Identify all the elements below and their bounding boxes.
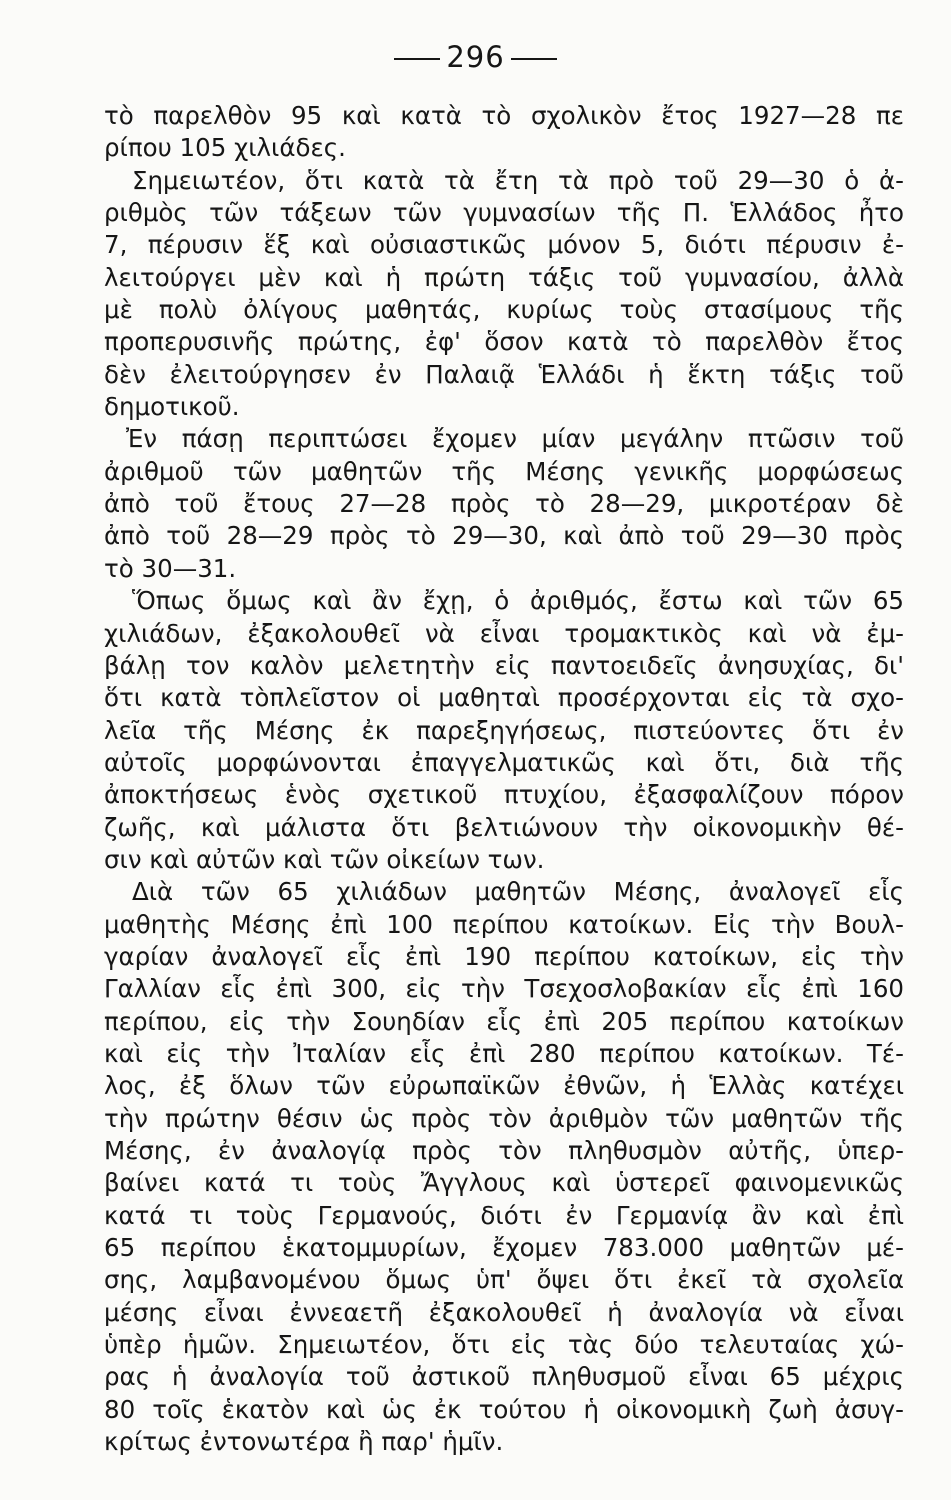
- text-line: ρας ἡ ἀναλογία τοῦ ἀστικοῦ πληθυσμοῦ εἶναι 65 μέχρις: [104, 1362, 904, 1392]
- text-line: 80 τοῖς ἑκατὸν καὶ ὡς ἐκ τούτου ἡ οἰκονομικὴ ζωὴ ἀσυγ-: [104, 1394, 904, 1424]
- text-line: λειτούργει μὲν καὶ ἡ πρώτη τάξις τοῦ γυμνασίου, ἀλλὰ: [104, 262, 904, 292]
- text-line: μὲ πολὺ ὀλίγους μαθητάς, κυρίως τοὺς στασίμους τῆς: [104, 295, 904, 325]
- text-line: λεῖα τῆς Μέσης ἐκ παρεξηγήσεως, πιστεύοντες ὅτι ἐν: [104, 715, 904, 745]
- text-line: προπερυσινῆς πρώτης, ἐφ' ὅσον κατὰ τὸ παρελθὸν ἔτος: [104, 327, 904, 357]
- text-line: ὅτι κατὰ τὸπλεῖστον οἱ μαθηταὶ προσέρχονται εἰς τὰ σχο-: [104, 683, 904, 713]
- text-line: ἀπὸ τοῦ ἔτους 27—28 πρὸς τὸ 28—29, μικροτέραν δὲ: [104, 489, 904, 519]
- text-line: βάλῃ τον καλὸν μελετητὴν εἰς παντοειδεῖς ἀνησυχίας, δι': [104, 650, 904, 680]
- text-line: ρίπου 105 χιλιάδες.: [104, 133, 346, 163]
- text-line: καὶ εἰς τὴν Ἰταλίαν εἷς ἐπὶ 280 περίπου κατοίκων. Τέ-: [104, 1038, 904, 1068]
- text-line: δὲν ἐλειτούργησεν ἐν Παλαιᾷ Ἑλλάδι ἡ ἕκτη τάξις τοῦ: [104, 359, 904, 389]
- page-number: 296: [446, 40, 505, 74]
- text-line: ζωῆς, καὶ μάλιστα ὅτι βελτιώνουν τὴν οἰκονομικὴν θέ-: [104, 812, 904, 842]
- text-line: ἀριθμοῦ τῶν μαθητῶν τῆς Μέσης γενικῆς μορφώσεως: [104, 456, 904, 486]
- text-line: βαίνει κατά τι τοὺς Ἄγγλους καὶ ὑστερεῖ φαινομενικῶς: [104, 1168, 904, 1198]
- text-line: Γαλλίαν εἷς ἐπὶ 300, εἰς τὴν Τσεχοσλοβακίαν εἷς ἐπὶ 160: [104, 974, 904, 1004]
- text-line: ἀπὸ τοῦ 28—29 πρὸς τὸ 29—30, καὶ ἀπὸ τοῦ 29—30 πρὸς: [104, 521, 904, 551]
- text-line: χιλιάδων, ἐξακολουθεῖ νὰ εἶναι τρομακτικὸς καὶ νὰ ἐμ-: [104, 618, 904, 648]
- text-line: κρίτως ἐντονωτέρα ἢ παρ' ἡμῖν.: [104, 1427, 504, 1457]
- text-line: τὴν πρώτην θέσιν ὡς πρὸς τὸν ἀριθμὸν τῶν μαθητῶν τῆς: [104, 1103, 904, 1133]
- text-line: ἀποκτήσεως ἑνὸς σχετικοῦ πτυχίου, ἐξασφαλίζουν πόρον: [104, 780, 904, 810]
- text-line: δημοτικοῦ.: [104, 392, 240, 422]
- text-line: λος, ἐξ ὅλων τῶν εὐρωπαϊκῶν ἐθνῶν, ἡ Ἑλλὰς κατέχει: [104, 1071, 904, 1101]
- text-line: ὑπὲρ ἡμῶν. Σημειωτέον, ὅτι εἰς τὰς δύο τελευταίας χώ-: [104, 1330, 904, 1360]
- text-line: τὸ παρελθὸν 95 καὶ κατὰ τὸ σχολικὸν ἔτος 1927—28 πε: [104, 101, 904, 130]
- body-text: [104, 100, 904, 1458]
- text-line: 65 περίπου ἑκατομμυρίων, ἔχομεν 783.000 μαθητῶν μέ-: [104, 1233, 904, 1263]
- text-line: σης, λαμβανομένου ὅμως ὑπ' ὄψει ὅτι ἐκεῖ τὰ σχολεῖα: [104, 1265, 904, 1295]
- text-line: αὐτοῖς μορφώνονται ἐπαγγελματικῶς καὶ ὅτι, διὰ τῆς: [104, 747, 904, 777]
- text-line: γαρίαν ἀναλογεῖ εἷς ἐπὶ 190 περίπου κατοίκων, εἰς τὴν: [104, 941, 904, 971]
- text-line: Μέσης, ἐν ἀναλογίᾳ πρὸς τὸν πληθυσμὸν αὐτῆς, ὑπερ-: [104, 1136, 904, 1165]
- text-line: μαθητὴς Μέσης ἐπὶ 100 περίπου κατοίκων. Εἰς τὴν Βουλ-: [104, 909, 904, 939]
- text-line: Διὰ τῶν 65 χιλιάδων μαθητῶν Μέσης, ἀναλογεῖ εἷς: [132, 877, 904, 907]
- text-line: ριθμὸς τῶν τάξεων τῶν γυμνασίων τῆς Π. Ἑλλάδος ἦτο: [104, 198, 904, 228]
- text-line: τὸ 30—31.: [104, 553, 237, 583]
- text-line: περίπου, εἰς τὴν Σουηδίαν εἷς ἐπὶ 205 περίπου κατοίκων: [104, 1006, 904, 1036]
- text-line: κατά τι τοὺς Γερμανούς, διότι ἐν Γερμανίᾳ ἂν καὶ ἐπὶ: [104, 1200, 904, 1230]
- text-line: 7, πέρυσιν ἕξ καὶ οὐσιαστικῶς μόνον 5, διότι πέρυσιν ἐ-: [104, 230, 904, 260]
- text-line: μέσης εἶναι ἐννεαετῆ ἐξακολουθεῖ ἡ ἀναλογία νὰ εἶναι: [104, 1297, 904, 1327]
- text-line: Ὅπως ὅμως καὶ ἂν ἔχῃ, ὁ ἀριθμός, ἔστω καὶ τῶν 65: [132, 586, 904, 616]
- left-dash: [394, 58, 440, 60]
- page-number-header: [0, 40, 951, 74]
- text-line: Σημειωτέον, ὅτι κατὰ τὰ ἔτη τὰ πρὸ τοῦ 29—30 ὁ ἀ-: [132, 165, 904, 195]
- text-line: σιν καὶ αὐτῶν καὶ τῶν οἰκείων των.: [104, 844, 545, 874]
- text-line: Ἐν πάσῃ περιπτώσει ἔχομεν μίαν μεγάλην πτῶσιν τοῦ: [126, 424, 904, 454]
- right-dash: [511, 58, 557, 60]
